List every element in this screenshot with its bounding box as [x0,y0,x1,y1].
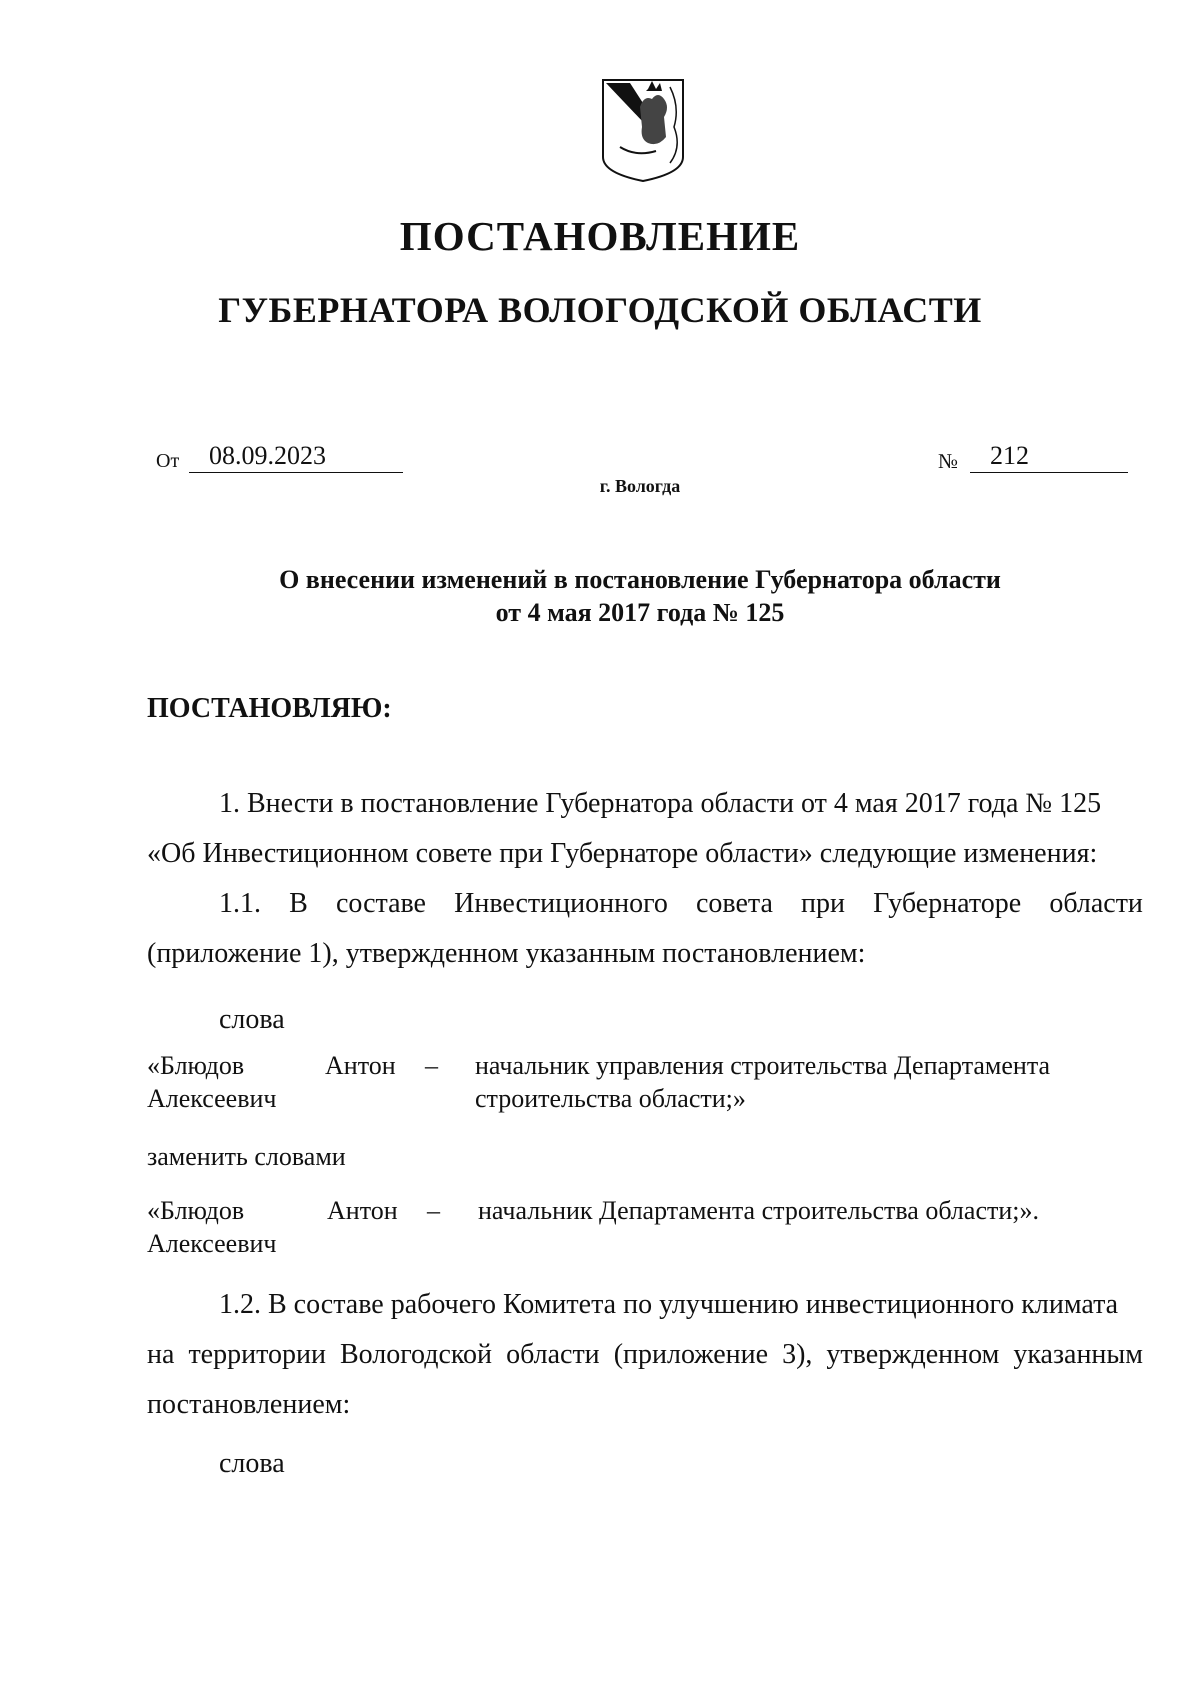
name-first: «Блюдов [147,1196,245,1225]
position-line-1: начальник управления строительства Департамента [475,1051,1051,1080]
words-label-1: слова [219,1004,285,1035]
name-second: Антон [327,1196,398,1225]
word: территории [188,1339,326,1370]
new-entry-name [147,1194,447,1260]
position-line-1: начальник Департамента строительства области;». [478,1196,1039,1225]
replace-with-label: заменить словами [147,1142,346,1171]
subject-line-1: О внесении изменений в постановление Губернатора области [279,565,1001,594]
position-line-2: строительства области;» [475,1084,746,1113]
subject-line-2: от 4 мая 2017 года № 125 [495,598,785,627]
date-value: 08.09.2023 [189,443,403,473]
coat-of-arms-icon [600,77,686,187]
name-second: Антон [325,1051,396,1080]
paragraph-1-1-line-1 [219,889,1143,919]
number-label: № [938,449,959,473]
word: области [506,1339,600,1370]
word: области [1049,888,1143,919]
word: совета [696,888,773,919]
document-title: ПОСТАНОВЛЕНИЕ [399,213,801,259]
word: 1.1. [219,888,261,919]
word: утвержденном [826,1339,1000,1370]
word: на [147,1339,175,1370]
number-value: 212 [970,443,1128,473]
word: Губернаторе [873,888,1022,919]
paragraph-1-2-line-2 [147,1340,1143,1370]
paragraph-1-line-2: «Об Инвестиционном совете при Губернаторе области» следующие изменения: [147,838,1098,869]
word: 3), [782,1339,813,1370]
word: указанным [1013,1339,1143,1370]
paragraph-1-2-line-1: 1.2. В составе рабочего Комитета по улучшению инвестиционного климата [219,1289,1119,1320]
word: составе [335,888,426,919]
document-subject [0,563,1200,629]
decree-word: ПОСТАНОВЛЯЮ: [147,693,392,724]
word: (приложение [613,1339,769,1370]
document-issuer: ГУБЕРНАТОРА ВОЛОГОДСКОЙ ОБЛАСТИ [218,290,982,330]
words-label-2: слова [219,1448,285,1479]
dash: – [427,1196,440,1225]
patronymic: Алексеевич [147,1084,277,1113]
old-entry-position [475,1049,1155,1115]
word: Вологодской [339,1339,493,1370]
patronymic: Алексеевич [147,1229,277,1258]
date-label: От [156,450,180,472]
city: г. Вологда [599,476,681,496]
name-first: «Блюдов [147,1051,245,1080]
dash: – [425,1051,438,1080]
paragraph-1-1-line-2: (приложение 1), утвержденном указанным постановлением: [147,938,866,969]
paragraph-1-line-1: 1. Внести в постановление Губернатора области от 4 мая 2017 года № 125 [219,788,1102,819]
new-entry-position [478,1194,1158,1227]
old-entry-name [147,1049,447,1115]
paragraph-1-2-line-3: постановлением: [147,1389,351,1420]
word: при [801,888,846,919]
word: В [289,888,308,919]
word: Инвестиционного [454,888,668,919]
